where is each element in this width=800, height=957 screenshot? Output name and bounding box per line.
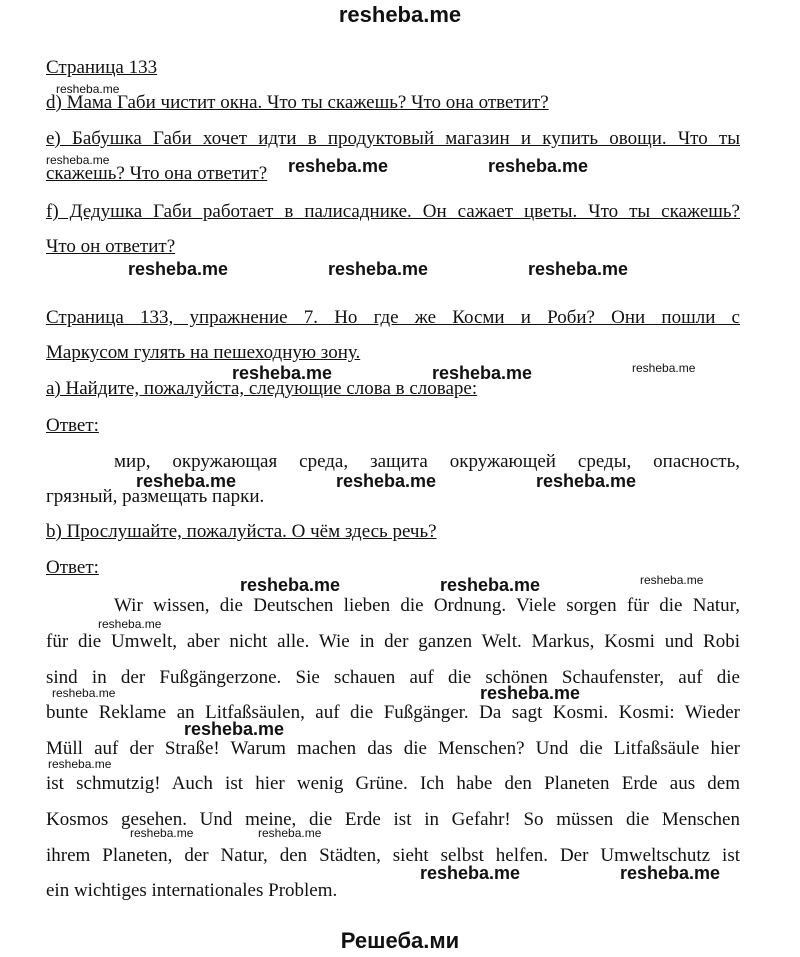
page-heading: Страница 133 [46,57,158,78]
watermark: resheba.me [632,361,696,375]
watermark: resheba.me [432,363,533,383]
answer-a-label: Ответ: [46,415,99,436]
answer-a-line-2: грязный, размещать парки. [46,486,265,507]
answer-b-label: Ответ: [46,557,99,578]
watermark: resheba.me [240,575,341,595]
watermark: resheba.me [528,259,629,279]
german-text-line-4: bunte Reklame an Litfaßsäulen, auf die Fußgänger. Da sagt Kosmi. Kosmi: Wieder [46,702,740,723]
german-text-line-2: für die Umwelt, aber nicht alle. Wie in der ganzen Welt. Markus, Kosmi und Robi [46,631,740,652]
site-header: resheba.me [338,2,462,27]
watermark: resheba.me [48,757,112,771]
exercise-7-line-1: Страница 133, упражнение 7. Но где же Косми и Роби? Они пошли с [46,307,740,328]
german-text-line-5: Müll auf der Straße! Warum machen das die Menschen? Und die Litfaßsäule hier [46,738,740,759]
watermark: resheba.me [46,153,110,167]
exercise-7-line-2: Маркусом гулять на пешеходную зону. [46,342,361,363]
watermark: resheba.me [232,363,333,383]
watermark: resheba.me [130,826,194,840]
watermark: resheba.me [420,863,521,883]
watermark: resheba.me [258,826,322,840]
watermark: resheba.me [620,863,721,883]
watermark: resheba.me [480,683,581,703]
watermark: resheba.me [640,573,704,587]
german-text-line-9: ein wichtiges internationales Problem. [46,880,338,901]
watermark: resheba.me [288,156,389,176]
watermark: resheba.me [136,471,237,491]
site-footer: Решеба.ми [340,928,460,953]
watermark: resheba.me [128,259,229,279]
watermark: resheba.me [336,471,437,491]
watermark: resheba.me [328,259,429,279]
german-text-line-6: ist schmutzig! Auch ist hier wenig Grüne. Ich habe den Planeten Erde aus dem [46,773,740,794]
watermark: resheba.me [56,82,120,96]
question-e-line-2: скажешь? Что она ответит? [46,163,268,184]
answer-a-line-1: мир, окружающая среда, защита окружающей среды, опасность, [114,451,740,472]
task-a: a) Найдите, пожалуйста, следующие слова в словаре: [46,378,478,399]
german-text-line-7: Kosmos gesehen. Und meine, die Erde ist in Gefahr! So müssen die Menschen [46,809,740,830]
watermark: resheba.me [488,156,589,176]
question-e-line-1: e) Бабушка Габи хочет идти в продуктовый магазин и купить овощи. Что ты [46,128,740,149]
watermark: resheba.me [52,686,116,700]
watermark: resheba.me [536,471,637,491]
question-d: d) Мама Габи чистит окна. Что ты скажешь? Что она ответит? [46,92,549,113]
question-f-line-1: f) Дедушка Габи работает в палисаднике. Он сажает цветы. Что ты скажешь? [46,201,740,222]
german-text-line-3: sind in der Fußgängerzone. Sie schauen auf die schönen Schaufenster, auf die [46,667,740,688]
watermark: resheba.me [440,575,541,595]
watermark: resheba.me [184,719,285,739]
german-text-line-1: Wir wissen, die Deutschen lieben die Ordnung. Viele sorgen für die Natur, [114,595,740,616]
german-text-line-8: ihrem Planeten, der Natur, den Städten, sieht selbst helfen. Der Umweltschutz ist [46,845,740,866]
question-f-line-2: Что он ответит? [46,236,176,257]
watermark: resheba.me [98,617,162,631]
task-b: b) Прослушайте, пожалуйста. О чём здесь речь? [46,521,437,542]
